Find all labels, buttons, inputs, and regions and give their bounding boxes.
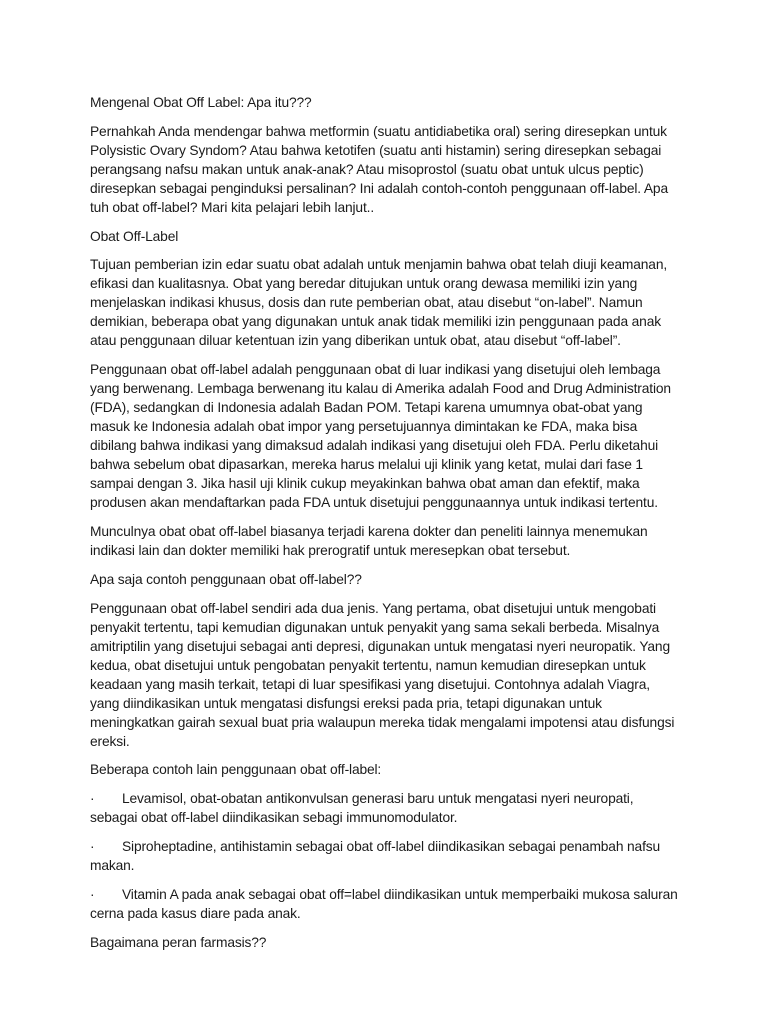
bullet-text: Levamisol, obat-obatan antikonvulsan generasi baru untuk mengatasi nyeri neuropati, sebagai obat off-label diindikasikan sebagi immunomodulator. — [90, 791, 634, 826]
section-heading-off-label: Obat Off-Label — [90, 228, 179, 244]
section-heading-beberapa: Beberapa contoh lain penggunaan obat off-label: — [90, 762, 382, 778]
document-title: Mengenal Obat Off Label: Apa itu??? — [90, 95, 312, 110]
bullet-marker: · — [90, 886, 95, 902]
bullet-text: Siproheptadine, antihistamin sebagai obat off-label diindikasikan sebagai penambah nafsu makan. — [90, 838, 661, 873]
paragraph-munculnya: Munculnya obat obat off-label biasanya terjadi karena dokter dan peneliti lainnya menemukan indikasi lain dan dokter memiliki hak prerogratif untuk meresepkan obat tersebut. — [90, 523, 648, 558]
bullet-marker: · — [90, 838, 95, 854]
bullet-item-vitamin-a — [90, 885, 682, 923]
bullet-marker: · — [90, 791, 95, 807]
paragraph-penggunaan: Penggunaan obat off-label adalah penggunaan obat di luar indikasi yang disetujui oleh lembaga yang berwenang. Lembaga berwenang itu kalau di Amerika adalah Food and Drug Administration (FDA), sedangkan di Indonesia adalah Badan POM. Tetapi karena umumnya obat-obat yang masuk ke Indonesia adalah obat impor yang persetujuannya dimintakan ke FDA, maka bisa dibilang bahwa indikasi yang dimaksud adalah indikasi yang disetujui oleh FDA. Perlu diketahui bahwa sebelum obat dipasarkan, mereka harus melalui uji klinik yang ketat, mulai dari fase 1 sampai dengan 3. Jika hasil uji klinik cukup meyakinkan bahwa obat aman dan efektif, maka produsen akan mendaftarkan pada FDA untuk disetujui penggunaannya untuk indikasi tertentu. — [90, 362, 671, 511]
paragraph-tujuan: Tujuan pemberian izin edar suatu obat adalah untuk menjamin bahwa obat telah diuji keamanan, efikasi dan kualitasnya. Obat yang beredar ditujukan untuk orang dewasa memiliki izin yang menjelaskan indikasi khusus, dosis dan rute pemberian obat, atau disebut “on-label”. Namun demikian, beberapa obat yang digunakan untuk anak tidak memiliki izin penggunaan pada anak atau penggunaan diluar ketentuan izin yang diberikan untuk obat, atau disebut “off-label”. — [90, 257, 668, 349]
section-heading-farmasis: Bagaimana peran farmasis?? — [90, 934, 267, 950]
paragraph-contoh: Penggunaan obat off-label sendiri ada dua jenis. Yang pertama, obat disetujui untuk mengobati penyakit tertentu, tapi kemudian digunakan untuk penyakit yang sama sekali berbeda. Misalnya amitriptilin yang disetujui sebagai anti depresi, digunakan untuk mengatasi nyeri neuropatik. Yang kedua, obat disetujui untuk pengobatan penyakit tertentu, namun kemudian diresepkan untuk keadaan yang masih terkait, tetapi di luar spesifikasi yang disetujui. Contohnya adalah Viagra, yang diindikasikan untuk mengatasi disfungsi ereksi pada pria, tetapi digunakan untuk meningkatkan gairah sexual buat pria walaupun mereka tidak mengalami impotensi atau disfungsi ereksi. — [90, 600, 675, 749]
section-heading-contoh: Apa saja contoh penggunaan obat off-label?? — [90, 571, 362, 587]
bullet-item-siproheptadine — [90, 837, 682, 875]
bullet-text: Vitamin A pada anak sebagai obat off=label diindikasikan untuk memperbaiki mukosa saluran cerna pada kasus diare pada anak. — [90, 886, 678, 921]
bullet-item-levamisol — [90, 789, 682, 827]
intro-paragraph: Pernahkah Anda mendengar bahwa metformin (suatu antidiabetika oral) sering diresepkan untuk Polysistic Ovary Syndom? Atau bahwa ketotifen (suatu anti histamin) sering diresepkan sebagai perangsang nafsu makan untuk anak-anak? Atau misoprostol (suatu obat untuk ulcus peptic) diresepkan sebagai penginduksi persalinan? Ini adalah contoh-contoh penggunaan off-label. Apa tuh obat off-label? Mari kita pelajari lebih lanjut.. — [90, 123, 668, 215]
